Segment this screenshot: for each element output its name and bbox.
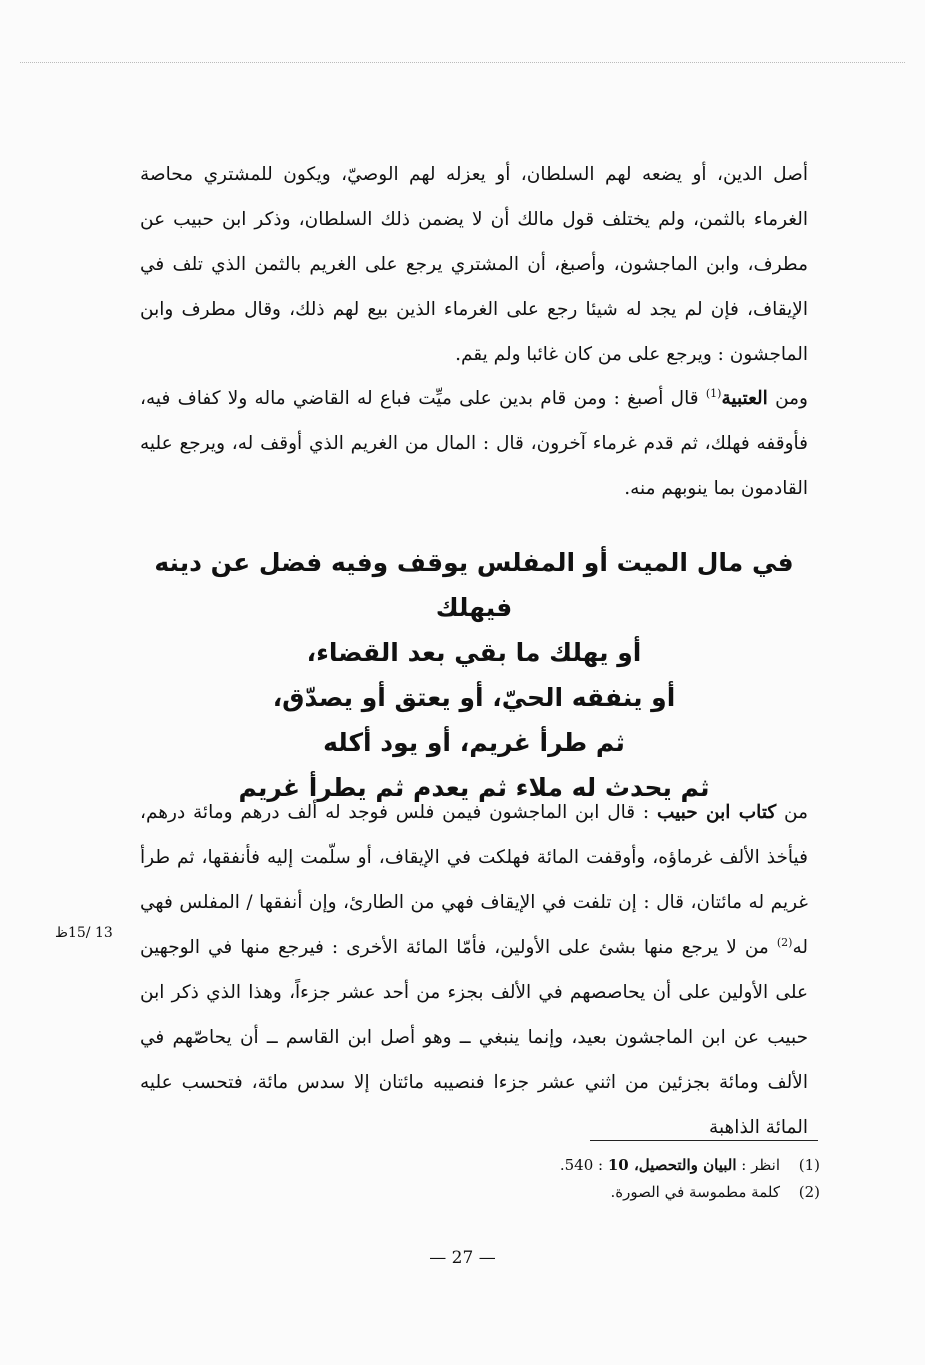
scan-top-edge <box>20 62 905 63</box>
paragraph-part-2: من لا يرجع منها بشئ على الأولين، فأمّا المائة الأخرى : فيرجع منها في الوجهين على الأولين على أن يحاصصهم في الألف بجزء من أحد عشر جزءاً، وهذا الذي ذكر ابن حبيب عن ابن الماجشون بعيد، وإنما ينبغي ــ وهو أصل ابن القاسم ــ أن يحاصّهم في الألف ومائة بجزئين من اثني عشر جزءا فنصيبه مائتان إلا سدس مائة، فتحسب عليه المائة الذاهبة <box>140 937 808 1138</box>
footnote-label: انظر : <box>736 1156 780 1174</box>
paragraph-rest: قال أصبغ : ومن قام بدين على ميِّت فباع له القاضي ماله ولا كفاف فيه، فأوقفه فهلك، ثم قدم غرماء آخرون، قال : المال من الغريم الذي أوقف له، ويرجع عليه القادمون بما ينوبهم منه. <box>140 388 808 499</box>
footnote-ref-2: (2) <box>776 935 793 949</box>
heading-line: أو يهلك ما بقي بعد القضاء، <box>306 638 642 667</box>
footnote-text: كلمة مطموسة في الصورة. <box>610 1183 780 1201</box>
heading-line: في مال الميت أو المفلس يوقف وفيه فضل عن دينه فيهلك <box>154 548 794 622</box>
footnote-ref-1: (1) <box>705 386 722 400</box>
heading-line: أو ينفقه الحيّ، أو يعتق أو يصدّق، <box>272 683 676 712</box>
heading-line: ثم يحدث له ملاء ثم يعدم ثم يطرأ غريم <box>238 773 710 802</box>
body-paragraph-2 <box>140 376 808 511</box>
paragraph-text: أصل الدين، أو يضعه لهم السلطان، أو يعزله لهم الوصيّ، ويكون للمشتري محاصة الغرماء بالثمن، ولم يختلف قول مالك أن لا يضمن ذلك السلطان، وذكر ابن حبيب عن مطرف، وابن الماجشون، وأصبغ، أن المشتري يرجع على الغريم بالثمن الذي تلف في الإيقاف، فإن لم يجد له شيئا رجع على الغرماء الذين بيع لهم ذلك، وقال مطرف وابن الماجشون : ويرجع على من كان غائبا ولم يقم. <box>140 164 808 365</box>
page-number: — 27 — <box>429 1248 496 1268</box>
manuscript-folio-note: 13 /15ظ <box>55 925 113 941</box>
heading-line: ثم طرأ غريم، أو يود أكله <box>323 728 625 757</box>
footnote-number: (2) <box>798 1183 820 1201</box>
body-paragraph-3 <box>140 790 808 1150</box>
paragraph-prefix: من <box>776 802 808 823</box>
section-heading <box>140 540 808 810</box>
paragraph-prefix: ومن <box>767 388 808 409</box>
footnote-divider <box>590 1140 818 1141</box>
body-paragraph-1 <box>140 152 808 377</box>
paragraph-part-1: : قال ابن الماجشون فيمن فلس فوجد له ألف درهم ومائة درهم، فيأخذ الألف غرماؤه، وأوقفت المائة فهلكت في الإيقاف، أو سلّمت إليه فأنفقها، ثم طرأ غريم له مائتان، قال : إن تلفت في الإيقاف فهي من الطارئ، وإن أنفقها / المفلس فهي له <box>140 802 808 958</box>
footnote-1 <box>300 1152 820 1179</box>
source-title: العتبية <box>721 388 768 409</box>
footnote-text: : 540. <box>559 1156 608 1174</box>
footnote-source: البيان والتحصيل، 10 <box>607 1156 737 1174</box>
footnotes <box>300 1152 820 1206</box>
footnote-2 <box>300 1179 820 1206</box>
footnote-number: (1) <box>798 1156 820 1174</box>
source-title: كتاب ابن حبيب <box>656 802 777 823</box>
